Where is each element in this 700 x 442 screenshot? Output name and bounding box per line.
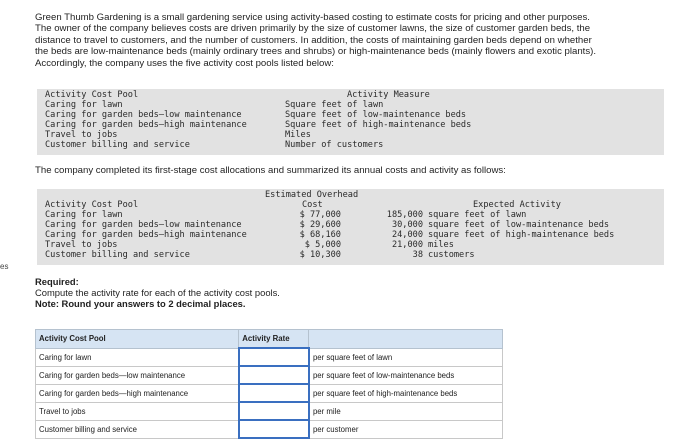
pool-name: Customer billing and service bbox=[45, 140, 190, 151]
expected-activity-unit: square feet of low-maintenance beds bbox=[428, 220, 610, 231]
activity-rate-input-travel[interactable] bbox=[240, 404, 308, 418]
answer-header-rate: Activity Rate bbox=[239, 330, 309, 349]
table-row bbox=[36, 402, 503, 420]
cost-pool-name: Caring for lawn bbox=[45, 210, 123, 220]
overhead-cost-value: $ 77,000 bbox=[299, 210, 341, 220]
answer-unit: per square feet of low-maintenance beds bbox=[309, 366, 503, 384]
overhead-cost-value: $ 68,160 bbox=[299, 230, 341, 241]
expected-activity-qty: 185,000 bbox=[386, 210, 423, 220]
pools-header-pool: Activity Cost Pool bbox=[45, 90, 139, 100]
answer-unit: per square feet of high-maintenance beds bbox=[309, 384, 503, 402]
cost-pool-name: Caring for garden beds–low maintenance bbox=[45, 220, 242, 231]
answer-header-pool: Activity Cost Pool bbox=[36, 330, 239, 349]
overhead-cost-value: $ 10,300 bbox=[299, 250, 341, 261]
intro-line: Green Thumb Gardening is a small gardening service using activity-based costing to estimate costs for pricing and other purposes. bbox=[35, 12, 590, 23]
activity-rate-answer-table bbox=[35, 329, 503, 439]
required-instruction: Compute the activity rate for each of the activity cost pools. bbox=[35, 287, 280, 298]
pool-name: Caring for garden beds–low maintenance bbox=[45, 110, 242, 121]
answer-pool-name: Customer billing and service bbox=[36, 420, 239, 438]
cost-summary-sentence: The company completed its first-stage cost allocations and summarized its annual costs and activity as follows: bbox=[35, 165, 506, 176]
expected-activity-unit: miles bbox=[428, 240, 454, 251]
pool-name: Caring for lawn bbox=[45, 100, 123, 110]
cost-header-overhead: Estimated Overhead bbox=[265, 190, 359, 200]
expected-activity-qty: 24,000 bbox=[391, 230, 423, 241]
intro-line: the beds are low-maintenance beds (mainly ordinary trees and shrubs) or high-maintenance beds (mainly flowers and exotic plants). bbox=[35, 46, 596, 58]
pool-measure: Square feet of low-maintenance beds bbox=[285, 110, 467, 121]
activity-rate-input-high-maintenance[interactable] bbox=[240, 386, 308, 400]
answer-pool-name: Caring for garden beds—low maintenance bbox=[36, 366, 239, 384]
overhead-cost-value: $ 29,600 bbox=[299, 220, 341, 231]
rounding-note: Note: Round your answers to 2 decimal places. bbox=[35, 298, 246, 309]
expected-activity-qty: 38 bbox=[412, 250, 423, 261]
answer-unit: per customer bbox=[309, 420, 503, 438]
cost-pool-name: Customer billing and service bbox=[45, 250, 190, 261]
problem-intro bbox=[35, 12, 670, 69]
overhead-cost-value: $ 5,000 bbox=[304, 240, 341, 251]
required-title: Required: bbox=[35, 276, 79, 287]
rate-cell bbox=[239, 420, 309, 438]
expected-activity-unit: customers bbox=[428, 250, 475, 261]
activity-pools-table bbox=[37, 89, 664, 155]
expected-activity-qty: 21,000 bbox=[391, 240, 423, 251]
table-row bbox=[36, 420, 503, 438]
pool-measure: Number of customers bbox=[285, 140, 384, 151]
required-section bbox=[35, 276, 280, 309]
rate-cell bbox=[239, 384, 309, 402]
cost-header-pool: Activity Cost Pool bbox=[45, 200, 139, 210]
expected-activity-unit: square feet of lawn bbox=[428, 210, 527, 220]
pool-name: Caring for garden beds–high maintenance bbox=[45, 120, 247, 131]
answer-pool-name: Travel to jobs bbox=[36, 402, 239, 420]
answer-pool-name: Caring for garden beds—high maintenance bbox=[36, 384, 239, 402]
activity-rate-input-lawn[interactable] bbox=[240, 350, 308, 364]
answer-unit: per square feet of lawn bbox=[309, 348, 503, 366]
activity-rate-input-low-maintenance[interactable] bbox=[240, 368, 308, 382]
pools-header-measure: Activity Measure bbox=[347, 90, 430, 100]
cost-activity-table bbox=[37, 189, 664, 265]
table-row bbox=[36, 384, 503, 402]
pool-measure: Square feet of lawn bbox=[285, 100, 384, 110]
answer-table-header bbox=[36, 330, 503, 349]
expected-activity-unit: square feet of high-maintenance beds bbox=[428, 230, 615, 241]
rate-cell bbox=[239, 348, 309, 366]
answer-unit: per mile bbox=[309, 402, 503, 420]
expected-activity-qty: 30,000 bbox=[391, 220, 423, 231]
pool-measure: Square feet of high-maintenance beds bbox=[285, 120, 472, 131]
cost-pool-name: Caring for garden beds–high maintenance bbox=[45, 230, 247, 241]
intro-line: The owner of the company believes costs are driven primarily by the size of customer lawns, the size of customer garden beds, the bbox=[35, 23, 591, 35]
answer-pool-name: Caring for lawn bbox=[36, 348, 239, 366]
intro-line: Accordingly, the company uses the five activity cost pools listed below: bbox=[35, 57, 334, 69]
table-row bbox=[36, 366, 503, 384]
cost-header-activity: Expected Activity bbox=[473, 200, 561, 210]
pool-name: Travel to jobs bbox=[45, 130, 118, 141]
cost-header-cost: Cost bbox=[302, 200, 323, 210]
intro-line: distance to travel to customers, and the number of customers. In addition, the costs of maintaining garden beds depend on whether bbox=[35, 34, 592, 46]
rate-cell bbox=[239, 402, 309, 420]
table-row bbox=[36, 348, 503, 366]
rate-cell bbox=[239, 366, 309, 384]
pool-measure: Miles bbox=[285, 130, 311, 141]
answer-header-unit bbox=[309, 330, 503, 349]
cut-off-text-fragment: es bbox=[0, 262, 9, 271]
cost-pool-name: Travel to jobs bbox=[45, 240, 118, 251]
activity-rate-input-billing[interactable] bbox=[240, 422, 308, 436]
